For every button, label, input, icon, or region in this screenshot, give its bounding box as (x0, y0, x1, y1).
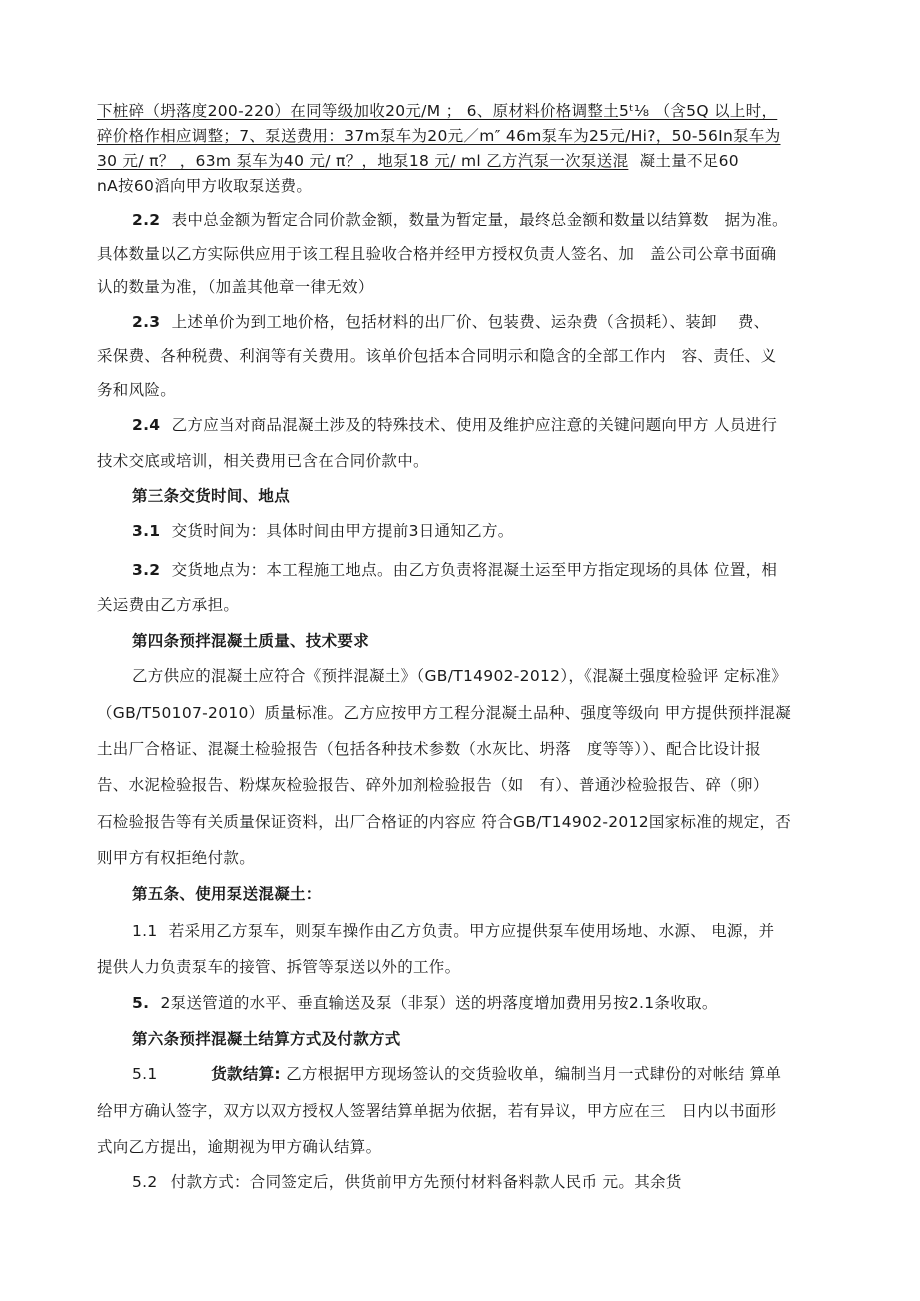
article-4-title: 第四条预拌混凝土质量、技术要求 (132, 632, 370, 650)
clause-2-3-line-3: 务和风险。 (97, 381, 177, 399)
clause-3-1 (132, 521, 514, 541)
clause-2-4-line-2: 技术交底或培训，相关费用已含在合同价款中。 (97, 452, 429, 470)
article-4-line-3: 土出厂合格证、混凝土检验报告（包括各种技术参数（水灰比、坍落 度等等））、配合比设计报 (97, 740, 761, 758)
clause-number: 2.2 (132, 211, 161, 229)
continuation-line-3 (97, 151, 739, 171)
clause-2-4-line-1 (132, 415, 777, 435)
clause-text: 表中总金额为暂定合同价款金额，数量为暂定量，最终总金额和数量以结算数 据为准。 (171, 211, 788, 229)
continuation-line-3-a: 30 元/ π？ ，63m 泵车为40 元/ π？，地泵18 元/ ml 乙方汽泵一次泵送混 (97, 152, 629, 170)
clause-1-1-line-2: 提供人力负责泵车的接管、拆管等泵送以外的工作。 (97, 958, 461, 976)
clause-2-2-line-1 (132, 210, 788, 230)
clause-2-2-line-3: 认的数量为准，（加盖其他章一律无效） (97, 278, 374, 296)
clause-2-2-line-2: 具体数量以乙方实际供应用于该工程且验收合格并经甲方授权负责人签名、加 盖公司公章书面确 (97, 245, 777, 263)
clause-text: 交货地点为：本工程施工地点。由乙方负责将混凝土运至甲方指定现场的具体 位置，相 (171, 561, 778, 579)
clause-5-1-line-3: 式向乙方提出，逾期视为甲方确认结算。 (97, 1138, 382, 1156)
article-4-line-5: 石检验报告等有关质量保证资料，出厂合格证的内容应 符合GB/T14902-2012国家标准的规定，否 (97, 813, 792, 831)
clause-text: 交货时间为：具体时间由甲方提前3日通知乙方。 (171, 522, 514, 540)
continuation-line-2: 碎价格作相应调整；7、泵送费用：37m泵车为20元／m″ 46m泵车为25元/Hi?，50-56In泵车为 (97, 127, 781, 145)
article-5-title: 第五条、使用泵送混凝土： (132, 885, 322, 903)
article-4-line-6: 则甲方有权拒绝付款。 (97, 849, 256, 867)
clause-2-3-line-2: 采保费、各种税费、利润等有关费用。该单价包括本合同明示和隐含的全部工作内 容、责任、义 (97, 347, 777, 365)
continuation-line-1: 下桩碎（坍落度200-220）在同等级加收20元/M ； 6、原材料价格调整土5ᵗ⅛ （含5Q 以上时， (97, 102, 778, 120)
clause-5-2-payment (132, 1172, 682, 1192)
article-3-title: 第三条交货时间、地点 (132, 487, 291, 505)
clause-number: 3.2 (132, 561, 161, 579)
article-6-title: 第六条预拌混凝土结算方式及付款方式 (132, 1030, 401, 1048)
clause-number: 5.2 (132, 1173, 158, 1191)
article-4-line-1: 乙方供应的混凝土应符合《预拌混凝土》（GB/T14902-2012），《混凝土强度检验评 定标准》 (132, 667, 788, 685)
settlement-label: 货款结算: (211, 1065, 281, 1083)
clause-text: 付款方式：合同签定后，供货前甲方先预付材料备料款人民币 元。其余货 (170, 1173, 682, 1191)
clause-text: 2泵送管道的水平、垂直输送及泵（非泵）送的坍落度增加费用另按2.1条收取。 (160, 994, 718, 1012)
continuation-line-4: nA按60滔向甲方收取泵送费。 (97, 177, 313, 195)
continuation-line-3-b: 凝土量不足60 (639, 152, 739, 170)
clause-5-1-line-1 (132, 1064, 781, 1084)
clause-number: 2.4 (132, 416, 161, 434)
clause-number: 5. (132, 994, 150, 1012)
clause-text: 上述单价为到工地价格，包括材料的出厂价、包装费、运杂费（含损耗）、装卸 费、 (171, 313, 770, 331)
clause-number: 1.1 (132, 922, 158, 940)
article-4-line-4: 告、水泥检验报告、粉煤灰检验报告、碎外加剂检验报告（如 有）、普通沙检验报告、碎（卵） (97, 776, 769, 794)
clause-text: 乙方应当对商品混凝土涉及的特殊技术、使用及维护应注意的关键问题向甲方 人员进行 (171, 416, 778, 434)
clause-2-3-line-1 (132, 312, 769, 332)
article-4-line-2: （GB/T50107-2010）质量标准。乙方应按甲方工程分混凝土品种、强度等级向 甲方提供预拌混凝 (97, 704, 792, 722)
clause-text: 乙方根据甲方现场签认的交货验收单，编制当月一式肆份的对帐结 算单 (286, 1065, 782, 1083)
clause-3-2-line-1 (132, 560, 777, 580)
clause-5-2 (132, 993, 718, 1013)
clause-number: 2.3 (132, 313, 161, 331)
clause-number: 5.1 (132, 1065, 158, 1083)
clause-5-1-line-2: 给甲方确认签字，双方以双方授权人签署结算单据为依据，若有异议，甲方应在三 日内以书面形 (97, 1102, 777, 1120)
clause-text: 若采用乙方泵车，则泵车操作由乙方负责。甲方应提供泵车使用场地、水源、 电源，并 (168, 922, 775, 940)
clause-number: 3.1 (132, 522, 161, 540)
clause-1-1-line-1 (132, 921, 774, 941)
clause-3-2-line-2: 关运费由乙方承担。 (97, 596, 240, 614)
